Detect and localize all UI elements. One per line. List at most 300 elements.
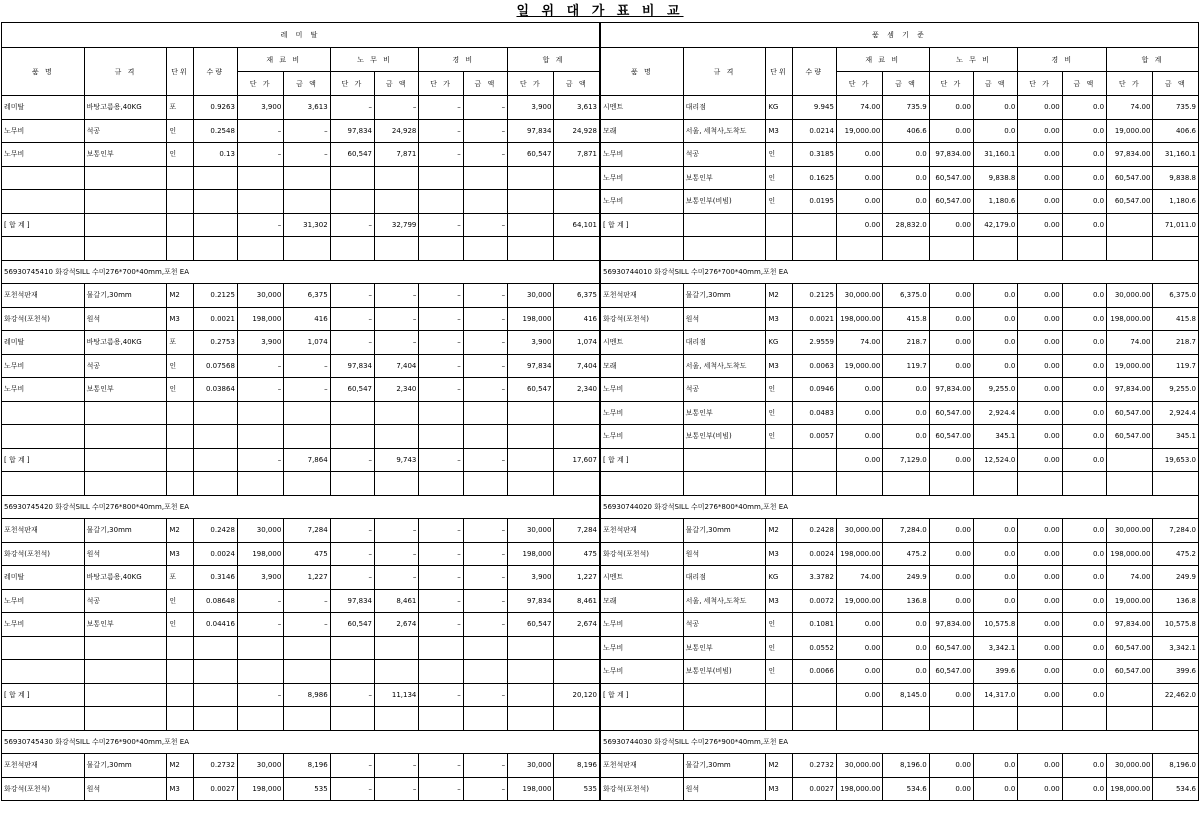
- cell-expense-unit-price: [419, 166, 463, 190]
- cell-total-amount: [554, 660, 600, 684]
- cell-expense-unit-price: –: [419, 683, 463, 707]
- cell-labor-unit-price: –: [330, 96, 374, 120]
- cell-material-unit-price: [237, 190, 283, 214]
- cell-expense-unit-price: –: [419, 331, 463, 355]
- cell-unit: [167, 707, 193, 731]
- cell-labor-unit-price: 0.00: [929, 448, 973, 472]
- cell-expense-unit-price: 0.00: [1018, 119, 1062, 143]
- header-expense: 경 비: [1018, 48, 1107, 72]
- cell-labor-amount: 0.0: [974, 119, 1018, 143]
- table-row: [601, 354, 1199, 378]
- cell-material-amount: 535: [284, 777, 330, 801]
- header-qty: 수량: [193, 48, 237, 96]
- left-table-body: [2, 23, 600, 801]
- cell-labor-unit-price: 60,547.00: [929, 636, 973, 660]
- section-header-row: [601, 495, 1199, 519]
- cell-material-amount: [284, 190, 330, 214]
- cell-material-amount: 7,284.0: [883, 519, 929, 543]
- cell-labor-amount: [974, 472, 1018, 496]
- cell-expense-amount: 0.0: [1062, 190, 1106, 214]
- header-unit: 단위: [766, 48, 792, 96]
- table-row: [601, 542, 1199, 566]
- cell-material-unit-price: –: [237, 589, 283, 613]
- title-text: 일 위 대 가 표 비 교: [516, 4, 684, 19]
- document-title: [0, 0, 1200, 22]
- cell-item-name: 노무비: [2, 143, 85, 167]
- cell-item-name: [ 합 계 ]: [601, 448, 684, 472]
- cell-total-unit-price: [508, 660, 554, 684]
- cell-total-unit-price: 3,900: [508, 566, 554, 590]
- cell-spec: [683, 472, 766, 496]
- cell-labor-unit-price: 60,547.00: [929, 401, 973, 425]
- cell-quantity: 0.2548: [193, 119, 237, 143]
- cell-material-unit-price: 0.00: [836, 683, 882, 707]
- cell-unit: 인: [766, 378, 792, 402]
- cell-labor-unit-price: 97,834: [330, 354, 374, 378]
- header-unit: 단위: [167, 48, 193, 96]
- cell-total-unit-price: 74.00: [1107, 331, 1153, 355]
- cell-material-amount: 7,864: [284, 448, 330, 472]
- section-title: 56930745410 화강석SILL 수미276*700*40mm,포천 EA: [2, 260, 600, 284]
- cell-unit: 인: [766, 143, 792, 167]
- header-total: 합 계: [1107, 48, 1199, 72]
- cell-expense-unit-price: 0.00: [1018, 519, 1062, 543]
- cell-unit: M3: [766, 354, 792, 378]
- cell-labor-unit-price: 60,547: [330, 143, 374, 167]
- cell-total-amount: [554, 166, 600, 190]
- cell-material-unit-price: –: [237, 448, 283, 472]
- cell-labor-unit-price: [330, 190, 374, 214]
- cell-spec: 서울, 세척사,도착도: [683, 589, 766, 613]
- cell-material-unit-price: 3,900: [237, 566, 283, 590]
- cell-total-amount: 249.9: [1153, 566, 1199, 590]
- subtotal-row: [601, 448, 1199, 472]
- cell-labor-unit-price: 60,547: [330, 378, 374, 402]
- cell-material-amount: 406.6: [883, 119, 929, 143]
- cell-expense-unit-price: 0.00: [1018, 166, 1062, 190]
- cell-total-amount: 406.6: [1153, 119, 1199, 143]
- cell-material-amount: 218.7: [883, 331, 929, 355]
- cell-expense-amount: –: [463, 307, 507, 331]
- cell-expense-amount: –: [463, 448, 507, 472]
- cell-material-unit-price: 198,000.00: [836, 307, 882, 331]
- cell-labor-amount: –: [375, 566, 419, 590]
- cell-spec: [84, 472, 167, 496]
- cell-expense-amount: 0.0: [1062, 166, 1106, 190]
- cell-expense-unit-price: –: [419, 143, 463, 167]
- cell-labor-amount: [375, 707, 419, 731]
- cell-quantity: 0.0946: [792, 378, 836, 402]
- cell-labor-amount: 9,743: [375, 448, 419, 472]
- cell-quantity: 0.2732: [193, 754, 237, 778]
- cell-quantity: 0.0024: [792, 542, 836, 566]
- cell-labor-amount: 345.1: [974, 425, 1018, 449]
- cell-labor-amount: [375, 660, 419, 684]
- cell-labor-unit-price: 0.00: [929, 589, 973, 613]
- cell-expense-amount: –: [463, 119, 507, 143]
- cell-expense-amount: [463, 425, 507, 449]
- cell-total-unit-price: [1107, 213, 1153, 237]
- table-row: [2, 613, 600, 637]
- cell-material-amount: 6,375.0: [883, 284, 929, 308]
- cell-expense-unit-price: 0.00: [1018, 777, 1062, 801]
- cell-expense-amount: [463, 166, 507, 190]
- table-row: [601, 119, 1199, 143]
- cell-total-unit-price: [508, 237, 554, 261]
- cell-material-unit-price: 30,000.00: [836, 519, 882, 543]
- cell-labor-amount: [375, 401, 419, 425]
- cell-total-amount: [554, 190, 600, 214]
- cell-spec: 물갈기,30mm: [84, 754, 167, 778]
- cell-quantity: 2.9559: [792, 331, 836, 355]
- cell-total-amount: 19,653.0: [1153, 448, 1199, 472]
- cell-expense-unit-price: 0.00: [1018, 190, 1062, 214]
- cell-material-unit-price: 74.00: [836, 96, 882, 120]
- cell-spec: [84, 190, 167, 214]
- cell-spec: 보통인부: [84, 613, 167, 637]
- cell-material-unit-price: 74.00: [836, 331, 882, 355]
- cell-spec: 서울, 세척사,도착도: [683, 354, 766, 378]
- cell-spec: 대리점: [683, 331, 766, 355]
- cell-labor-unit-price: 0.00: [929, 754, 973, 778]
- cell-material-amount: 416: [284, 307, 330, 331]
- cell-labor-unit-price: [330, 636, 374, 660]
- cell-material-unit-price: 0.00: [836, 613, 882, 637]
- cell-labor-unit-price: –: [330, 331, 374, 355]
- table-row: [601, 401, 1199, 425]
- cell-quantity: 0.2125: [792, 284, 836, 308]
- cell-quantity: 0.0024: [193, 542, 237, 566]
- cell-material-unit-price: 0.00: [836, 401, 882, 425]
- cell-material-amount: [883, 472, 929, 496]
- cell-item-name: 포천석판재: [601, 519, 684, 543]
- cell-labor-unit-price: [929, 237, 973, 261]
- table-row: [2, 519, 600, 543]
- left-group-title: 레 미 탈: [2, 23, 600, 48]
- cell-material-amount: [284, 707, 330, 731]
- cell-unit: [766, 213, 792, 237]
- cell-total-unit-price: [508, 166, 554, 190]
- cell-spec: 석공: [683, 613, 766, 637]
- cell-expense-unit-price: 0.00: [1018, 143, 1062, 167]
- cell-expense-amount: 0.0: [1062, 777, 1106, 801]
- cell-total-unit-price: 198,000: [508, 777, 554, 801]
- table-row: [2, 707, 600, 731]
- cell-quantity: 0.3185: [792, 143, 836, 167]
- cell-quantity: 0.08648: [193, 589, 237, 613]
- cell-spec: 원석: [84, 777, 167, 801]
- cell-material-unit-price: [836, 237, 882, 261]
- cell-total-amount: [554, 237, 600, 261]
- cell-quantity: 0.2732: [792, 754, 836, 778]
- cell-expense-amount: 0.0: [1062, 96, 1106, 120]
- table-row: [601, 190, 1199, 214]
- cell-quantity: 0.0027: [792, 777, 836, 801]
- table-row: [601, 237, 1199, 261]
- cell-expense-unit-price: –: [419, 566, 463, 590]
- cell-labor-amount: [974, 707, 1018, 731]
- cell-total-unit-price: 60,547.00: [1107, 401, 1153, 425]
- subtotal-row: [2, 448, 600, 472]
- cell-expense-unit-price: 0.00: [1018, 566, 1062, 590]
- cell-total-unit-price: [508, 448, 554, 472]
- subtotal-row: [2, 683, 600, 707]
- cell-total-unit-price: 30,000: [508, 519, 554, 543]
- cell-material-unit-price: 0.00: [836, 190, 882, 214]
- cell-unit: [167, 425, 193, 449]
- cell-spec: [84, 213, 167, 237]
- cell-total-unit-price: 74.00: [1107, 96, 1153, 120]
- cell-quantity: [193, 636, 237, 660]
- cell-quantity: [792, 237, 836, 261]
- cell-spec: 원석: [683, 777, 766, 801]
- section-title: 56930745430 화강석SILL 수미276*900*40mm,포천 EA: [2, 730, 600, 754]
- cell-unit: [167, 166, 193, 190]
- cell-total-unit-price: 30,000.00: [1107, 754, 1153, 778]
- cell-quantity: 9.945: [792, 96, 836, 120]
- cell-expense-amount: [463, 237, 507, 261]
- cell-unit: 인: [167, 589, 193, 613]
- cell-material-amount: 0.0: [883, 190, 929, 214]
- cell-unit: [766, 472, 792, 496]
- cell-quantity: [792, 683, 836, 707]
- cell-unit: 인: [167, 143, 193, 167]
- cell-item-name: 노무비: [2, 613, 85, 637]
- cell-expense-unit-price: [419, 425, 463, 449]
- cell-expense-amount: –: [463, 284, 507, 308]
- cell-material-unit-price: [237, 237, 283, 261]
- cell-material-unit-price: –: [237, 119, 283, 143]
- cell-quantity: 0.0066: [792, 660, 836, 684]
- cell-expense-amount: [1062, 237, 1106, 261]
- cell-quantity: 0.0021: [792, 307, 836, 331]
- cell-quantity: 0.1081: [792, 613, 836, 637]
- cell-total-amount: 7,284.0: [1153, 519, 1199, 543]
- cell-total-amount: 2,924.4: [1153, 401, 1199, 425]
- header-unit-price: 단 가: [508, 72, 554, 96]
- cell-labor-amount: [375, 425, 419, 449]
- cell-total-amount: 17,607: [554, 448, 600, 472]
- cell-material-amount: 534.6: [883, 777, 929, 801]
- cell-material-amount: 8,196.0: [883, 754, 929, 778]
- table-row: [601, 777, 1199, 801]
- cell-item-name: 화강석(포천석): [2, 307, 85, 331]
- cell-expense-unit-price: –: [419, 777, 463, 801]
- cell-total-amount: 1,227: [554, 566, 600, 590]
- header-amount: 금 액: [284, 72, 330, 96]
- cell-material-amount: [284, 472, 330, 496]
- cell-quantity: 0.07568: [193, 354, 237, 378]
- cell-material-amount: –: [284, 589, 330, 613]
- cell-quantity: 0.0195: [792, 190, 836, 214]
- cell-labor-amount: –: [375, 331, 419, 355]
- cell-material-unit-price: 198,000: [237, 542, 283, 566]
- cell-unit: KG: [766, 96, 792, 120]
- section-header-row: [601, 260, 1199, 284]
- cell-spec: 석공: [84, 589, 167, 613]
- cell-unit: M3: [167, 307, 193, 331]
- cell-item-name: 노무비: [601, 425, 684, 449]
- cell-unit: 포: [167, 96, 193, 120]
- cell-total-unit-price: 97,834: [508, 354, 554, 378]
- header-amount: 금 액: [1062, 72, 1106, 96]
- cell-labor-amount: [375, 636, 419, 660]
- cell-total-amount: 7,404: [554, 354, 600, 378]
- cell-unit: [167, 472, 193, 496]
- cell-quantity: 0.03864: [193, 378, 237, 402]
- cell-total-amount: 415.8: [1153, 307, 1199, 331]
- cell-material-unit-price: 0.00: [836, 448, 882, 472]
- cell-material-unit-price: 198,000: [237, 777, 283, 801]
- cell-material-amount: [284, 660, 330, 684]
- cell-item-name: [2, 425, 85, 449]
- header-amount: 금 액: [883, 72, 929, 96]
- cell-labor-unit-price: –: [330, 448, 374, 472]
- cell-material-unit-price: 0.00: [836, 166, 882, 190]
- cell-item-name: 노무비: [601, 636, 684, 660]
- cell-material-unit-price: 0.00: [836, 378, 882, 402]
- cell-spec: 물갈기,30mm: [683, 754, 766, 778]
- right-comparison-table: [600, 22, 1199, 801]
- cell-expense-unit-price: –: [419, 613, 463, 637]
- table-row: [2, 542, 600, 566]
- cell-unit: M3: [766, 542, 792, 566]
- cell-quantity: 0.0072: [792, 589, 836, 613]
- cell-quantity: 0.0552: [792, 636, 836, 660]
- cell-labor-amount: –: [375, 284, 419, 308]
- cell-expense-amount: –: [463, 331, 507, 355]
- header-unit-price: 단 가: [330, 72, 374, 96]
- cell-material-amount: 0.0: [883, 425, 929, 449]
- cell-spec: 보통인부(비빔): [683, 190, 766, 214]
- table-row: [2, 119, 600, 143]
- cell-unit: 인: [766, 660, 792, 684]
- cell-item-name: [601, 472, 684, 496]
- cell-labor-amount: –: [375, 542, 419, 566]
- cell-labor-unit-price: 0.00: [929, 284, 973, 308]
- table-row: [601, 96, 1199, 120]
- cell-expense-unit-price: [419, 472, 463, 496]
- table-row: [2, 754, 600, 778]
- cell-material-amount: [883, 237, 929, 261]
- cell-labor-unit-price: [330, 237, 374, 261]
- cell-unit: M3: [766, 307, 792, 331]
- cell-total-amount: 8,461: [554, 589, 600, 613]
- table-row: [2, 331, 600, 355]
- cell-unit: [766, 237, 792, 261]
- header-unit-price: 단 가: [836, 72, 882, 96]
- cell-expense-amount: –: [463, 542, 507, 566]
- cell-labor-amount: 2,674: [375, 613, 419, 637]
- cell-total-unit-price: 97,834.00: [1107, 378, 1153, 402]
- cell-total-unit-price: 198,000: [508, 307, 554, 331]
- cell-material-amount: [284, 237, 330, 261]
- cell-expense-amount: –: [463, 777, 507, 801]
- cell-labor-amount: 399.6: [974, 660, 1018, 684]
- cell-quantity: 0.0057: [792, 425, 836, 449]
- cell-item-name: 포천석판재: [601, 284, 684, 308]
- cell-expense-amount: 0.0: [1062, 754, 1106, 778]
- cell-item-name: [ 합 계 ]: [2, 683, 85, 707]
- cell-total-amount: 71,011.0: [1153, 213, 1199, 237]
- cell-unit: M2: [167, 754, 193, 778]
- cell-total-amount: 416: [554, 307, 600, 331]
- cell-spec: 보통인부(비빔): [683, 425, 766, 449]
- cell-total-amount: [554, 707, 600, 731]
- cell-total-amount: 475: [554, 542, 600, 566]
- cell-material-amount: 28,832.0: [883, 213, 929, 237]
- cell-total-unit-price: 198,000.00: [1107, 777, 1153, 801]
- cell-unit: M3: [766, 777, 792, 801]
- cell-unit: 인: [766, 401, 792, 425]
- cell-material-amount: 1,074: [284, 331, 330, 355]
- cell-expense-unit-price: –: [419, 542, 463, 566]
- cell-unit: 인: [766, 166, 792, 190]
- cell-item-name: 시멘트: [601, 96, 684, 120]
- cell-total-unit-price: 60,547.00: [1107, 660, 1153, 684]
- cell-total-amount: 2,340: [554, 378, 600, 402]
- cell-labor-amount: –: [375, 96, 419, 120]
- table-row: [2, 425, 600, 449]
- cell-item-name: 모래: [601, 119, 684, 143]
- cell-material-unit-price: –: [237, 213, 283, 237]
- cell-expense-amount: [463, 472, 507, 496]
- cell-labor-amount: 0.0: [974, 96, 1018, 120]
- cell-expense-unit-price: [419, 190, 463, 214]
- cell-material-unit-price: 0.00: [836, 425, 882, 449]
- cell-item-name: 노무비: [601, 143, 684, 167]
- cell-expense-unit-price: –: [419, 284, 463, 308]
- header-unit-price: 단 가: [237, 72, 283, 96]
- cell-material-unit-price: 30,000: [237, 754, 283, 778]
- cell-expense-amount: [463, 707, 507, 731]
- cell-expense-amount: [463, 190, 507, 214]
- section-title: 56930744030 화강석SILL 수미276*900*40mm,포천 EA: [601, 730, 1199, 754]
- cell-spec: 물갈기,30mm: [84, 284, 167, 308]
- cell-labor-amount: [375, 166, 419, 190]
- cell-labor-amount: [375, 237, 419, 261]
- cell-expense-amount: [463, 636, 507, 660]
- cell-labor-unit-price: 0.00: [929, 542, 973, 566]
- cell-total-unit-price: [508, 683, 554, 707]
- cell-expense-amount: [1062, 472, 1106, 496]
- cell-labor-amount: 0.0: [974, 331, 1018, 355]
- cell-material-unit-price: –: [237, 683, 283, 707]
- cell-labor-unit-price: –: [330, 777, 374, 801]
- cell-spec: 바탕고름용,40KG: [84, 96, 167, 120]
- cell-item-name: 레미탈: [2, 96, 85, 120]
- cell-expense-unit-price: 0.00: [1018, 542, 1062, 566]
- cell-total-amount: 399.6: [1153, 660, 1199, 684]
- table-row: [601, 519, 1199, 543]
- cell-material-amount: 3,613: [284, 96, 330, 120]
- left-group-header-row: [2, 23, 600, 48]
- cell-material-unit-price: [237, 707, 283, 731]
- header-labor: 노 무 비: [929, 48, 1018, 72]
- header-unit-price: 단 가: [1107, 72, 1153, 96]
- cell-labor-amount: 10,575.8: [974, 613, 1018, 637]
- table-row: [2, 401, 600, 425]
- header-labor: 노 무 비: [330, 48, 419, 72]
- header-qty: 수량: [792, 48, 836, 96]
- cell-total-unit-price: 198,000.00: [1107, 307, 1153, 331]
- cell-expense-amount: –: [463, 613, 507, 637]
- cell-total-amount: 3,613: [554, 96, 600, 120]
- cell-unit: M2: [167, 519, 193, 543]
- cell-total-unit-price: 97,834.00: [1107, 613, 1153, 637]
- cell-quantity: 0.0483: [792, 401, 836, 425]
- cell-item-name: [601, 237, 684, 261]
